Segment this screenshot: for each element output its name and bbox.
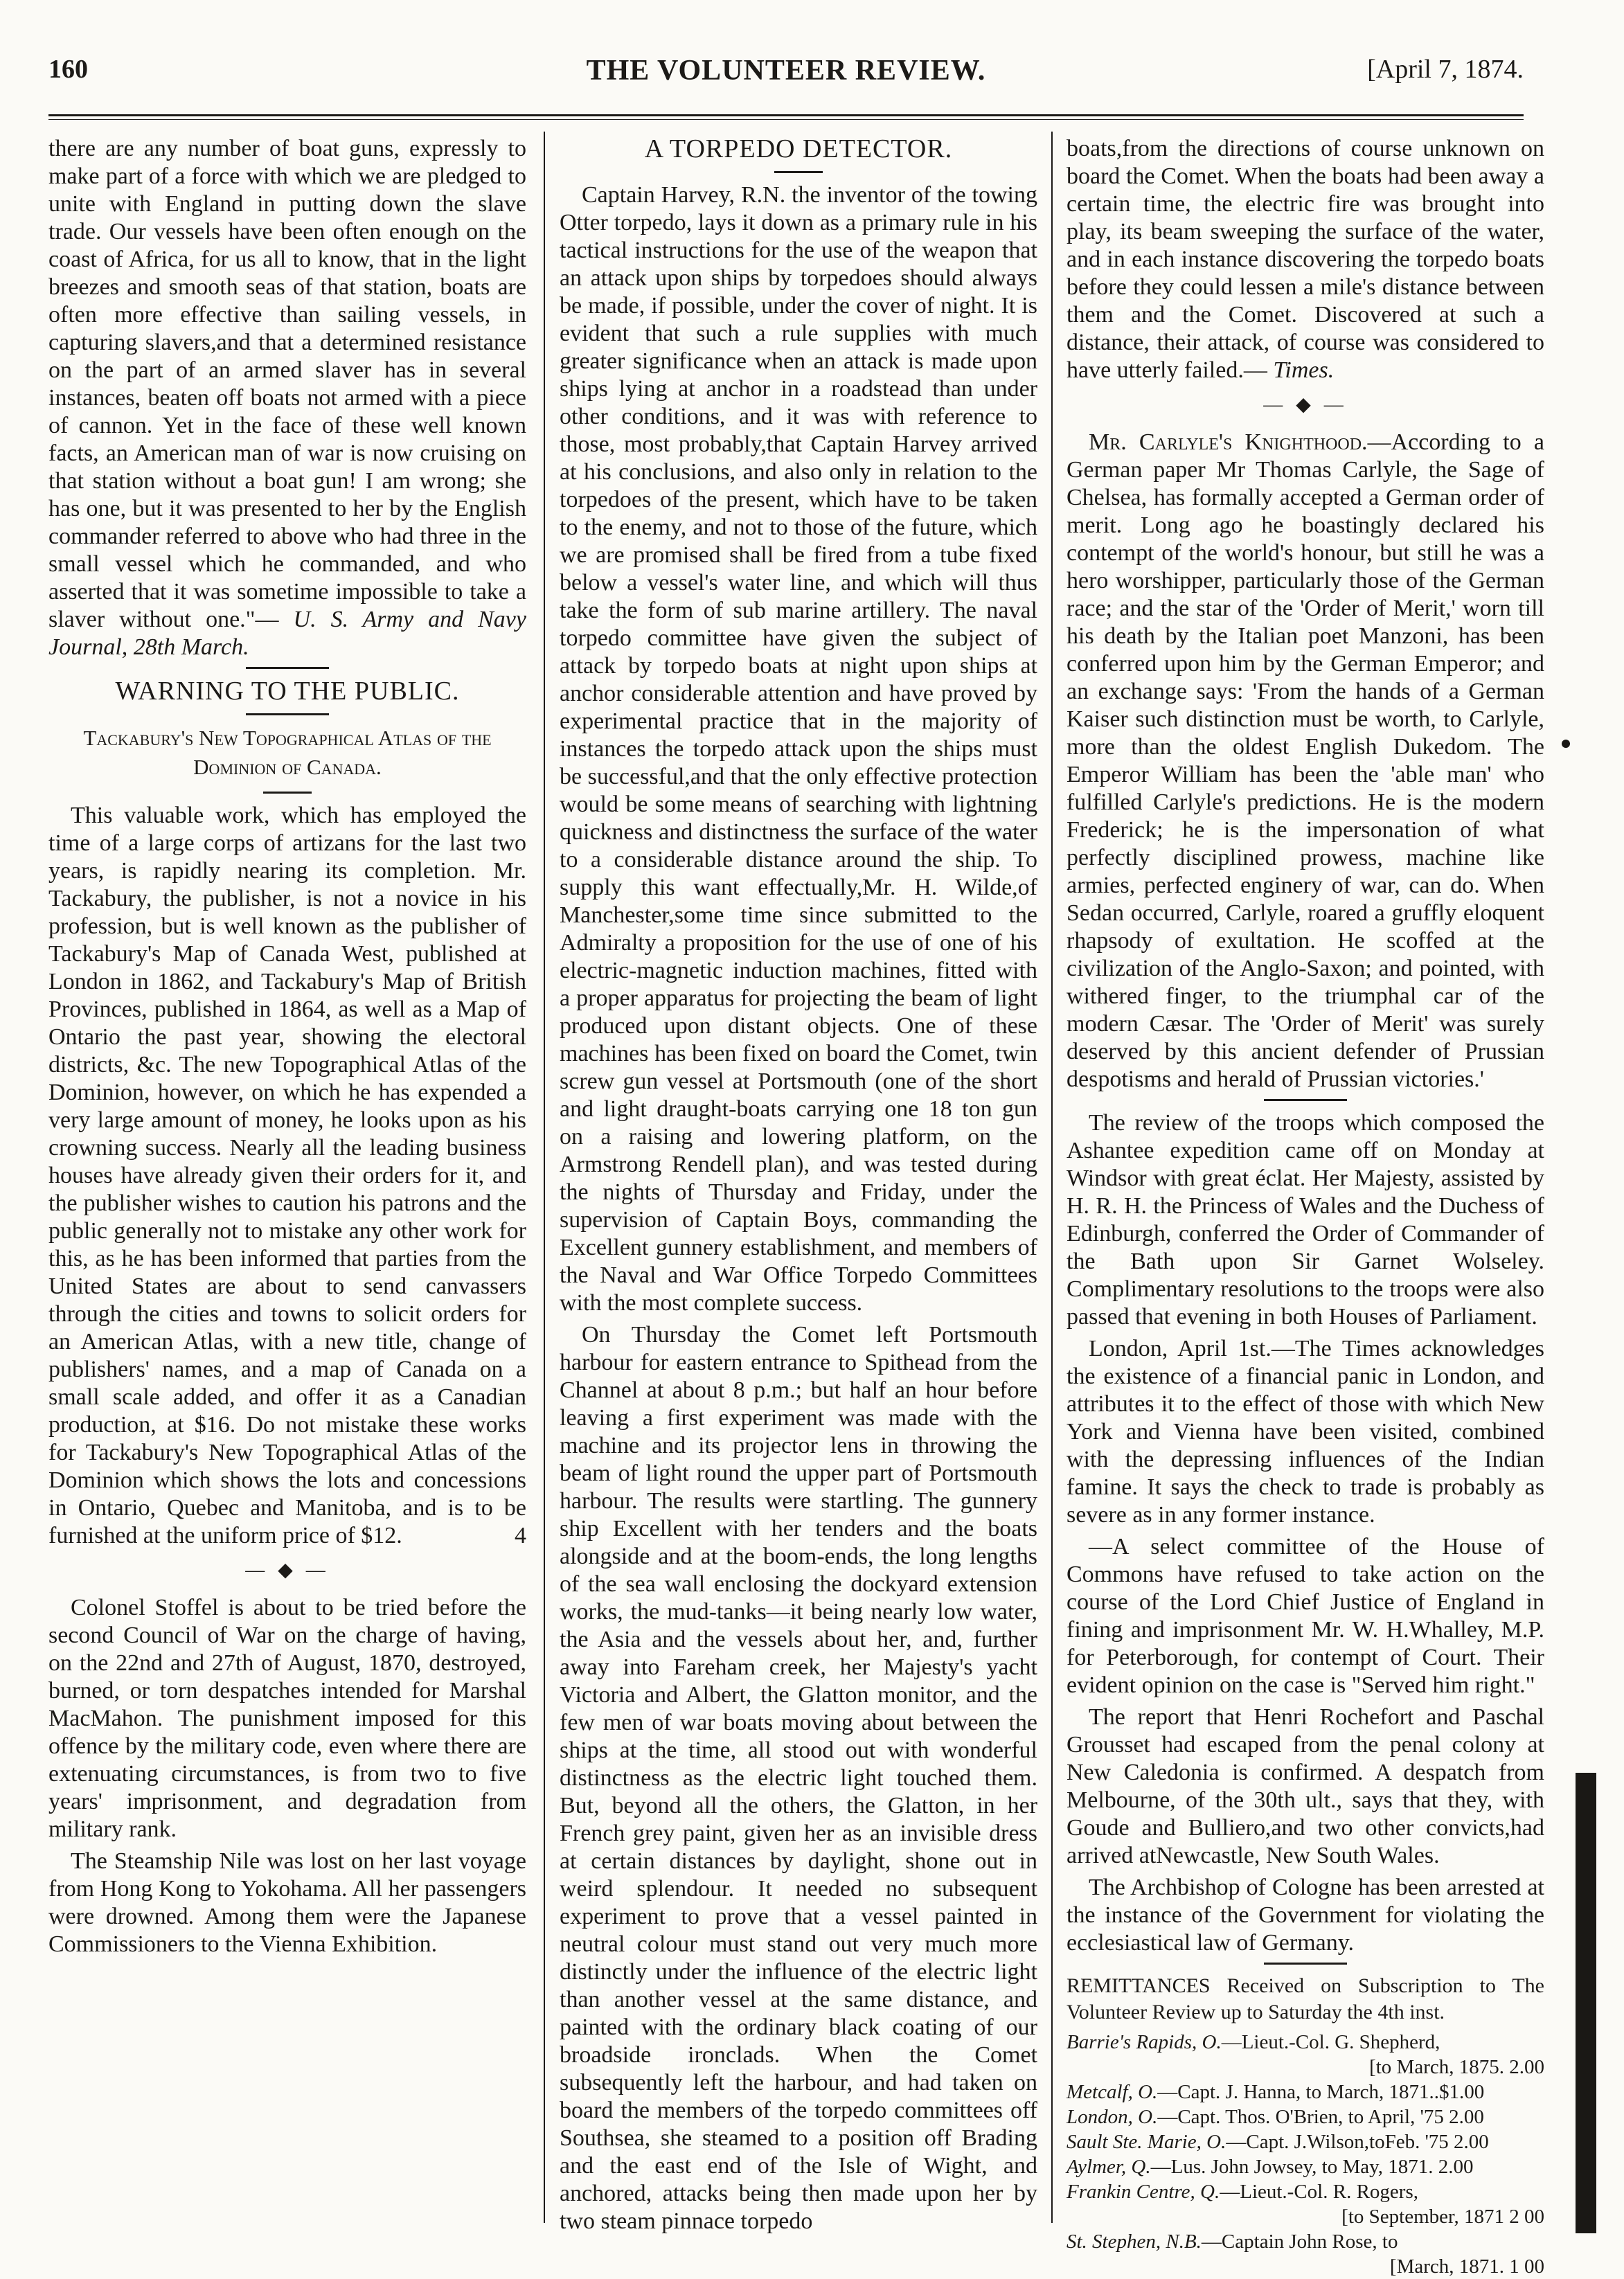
warning-marker: 4 xyxy=(515,1523,526,1548)
warning-subheadline: Tackabury's New Topographical Atlas of the Dominion of Canada. xyxy=(83,726,492,779)
remittance-detail: —Capt. J. Hanna, to March, 1871..$1.00 xyxy=(1157,2081,1485,2103)
remittances-list xyxy=(1067,2030,1544,2279)
cologne-paragraph: The Archbishop of Cologne has been arrested at the instance of the Government for violating the ecclesiastical law of Germany. xyxy=(1067,1875,1544,1956)
remittance-detail: —Capt. Thos. O'Brien, to April, '75 2.00 xyxy=(1157,2106,1484,2128)
nile-paragraph: The Steamship Nile was lost on her last voyage from Hong Kong to Yokohama. All her passengers were drowned. Among them were the Japanese Commissioners to the Vienna Exhibition. xyxy=(48,1848,526,1957)
remittance-detail: —Lus. John Jowsey, to May, 1871. 2.00 xyxy=(1150,2156,1474,2178)
remittance-place: St. Stephen, N.B. xyxy=(1067,2231,1202,2253)
remittance-amount: [March, 1871. 1 00 xyxy=(1389,2255,1544,2278)
torpedo-paragraph-1: Captain Harvey, R.N. the inventor of the towing Otter torpedo, lays it down as a primary rule in his tactical instructions for the use of the weapon that an attack upon ships by torpedoes should always be made, if possible, under the cover of night. It is evident that such a rule supplies with much greater significance when an attack is made upon ships lying at anchor in a roadstead than under other conditions, and it was with reference to those, most probably,that Captain Harvey arrived at his conclusions, and also only in relation to the torpedoes of the present, which have to be taken to the enemy, and not to those of the future, which we are promised shall be fired from a tube fixed below a vessel's water line, and which will thus take the form of sub marine artillery. The naval torpedo committee have given the subject of attack by torpedo boats at night upon ships at anchor considerable attention and have proved by experimental practice that in the majority of instances the torpedo attack upon the ships must be successful,and that the only effective protection would be some means of searching with lightning quickness and distinctness the surface of the water to a considerable distance around the ship. To supply this want effectually,Mr. H. Wilde,of Manchester,some time since submitted to the Admiralty a proposition for the use of one of his electric-magnetic induction machines, fitted with a proper apparatus for projecting the beam of light produced upon distant objects. One of these machines has been fixed on board the Comet, twin screw gun vessel at Portsmouth (one of the short and light draught-boats carrying one 18 ton gun on a raising and lowering platform, on the Armstrong Rendell plan), and was tested during the nights of Thursday and Friday, under the supervision of Captain Boys, commanding the Excellent gunnery establishment, and members of the Naval and War Office Torpedo Committees with the most complete success. xyxy=(560,182,1037,1316)
section-rule xyxy=(1264,1099,1347,1101)
remittance-place: London, O. xyxy=(1067,2106,1158,2128)
remittance-entry xyxy=(1067,2229,1544,2279)
rochefort-paragraph: The report that Henri Rochefort and Paschal Grousset had escaped from the penal colony at New Caledonia is confirmed. A despatch from Melbourne, of the 30th ult., says that they, with Goude and Bulliero,and two other convicts,had arrived atNewcastle, New South Wales. xyxy=(1067,1704,1544,1868)
remittance-entry xyxy=(1067,2080,1544,2104)
column-divider xyxy=(1051,132,1053,2223)
issue-date: [April 7, 1874. xyxy=(1367,55,1524,84)
warning-body xyxy=(48,802,526,1550)
remittance-place: Barrie's Rapids, O. xyxy=(1067,2031,1222,2053)
masthead-rule-thin xyxy=(48,119,1524,120)
headline-rule xyxy=(246,713,329,715)
remittance-entry xyxy=(1067,2129,1544,2154)
carlyle-text: —According to a German paper Mr Thomas Carlyle, the Sage of Chelsea, has formally accepted a German order of merit. Long ago he boastingly declared his contempt of the world's honour, but still he was a hero worshipper, particularly those of the German race; and the star of the 'Order of Merit,' worn till his death by the Italian poet Manzoni, has been conferred upon him by the German Emperor; and an exchange says: 'From the hands of a German Kaiser such distinction must be worth, to Carlyle, more than the oldest English Dukedom. The Emperor William has been the 'able man' who fulfilled Carlyle's predictions. He is the modern Frederick; he is the impersonation of what perfectly disciplined prowess, machine like armies, perfected enginery of war, can do. When Sedan occurred, Carlyle, roared a gruffly eloquent rhapsody of exultation. He scoffed at the civilization of the Anglo-Saxon; and pointed, with withered finger, to the triumphal car of the modern Cæsar. The 'Order of Merit' was surely deserved by this ancient defender of Prussian despotisms and herald of Prussian victories.' xyxy=(1067,429,1544,1092)
remittances-heading: REMITTANCES Received on Subscription to The Volunteer Review up to Saturday the 4th inst. xyxy=(1067,1974,1544,2023)
article-source: U. S. Army and Navy Journal, 28th March. xyxy=(48,607,526,660)
warning-headline: WARNING TO THE PUBLIC. xyxy=(115,677,460,706)
section-rule xyxy=(246,667,329,669)
torpedo-continuation xyxy=(1067,135,1544,384)
subheadline-rule xyxy=(263,792,312,794)
remittance-entry xyxy=(1067,2030,1544,2080)
column-1 xyxy=(48,135,526,2219)
remittance-place: Frankin Centre, Q. xyxy=(1067,2181,1220,2203)
committee-paragraph: —A select committee of the House of Commons have refused to take action on the course of the Lord Chief Justice of England in fining and imprisonment Mr. W. H.Whalley, M.P. for Peterborough, for contempt of Court. Their evident opinion on the case is "Served him right." xyxy=(1067,1534,1544,1698)
remittance-amount: [to September, 1871 2 00 xyxy=(1341,2206,1544,2228)
remittance-amount: [to March, 1875. 2.00 xyxy=(1369,2056,1544,2078)
scan-edge-bar xyxy=(1576,1773,1596,2233)
remittance-entry xyxy=(1067,2179,1544,2229)
remittance-entry xyxy=(1067,2104,1544,2129)
column-2 xyxy=(560,134,1037,2234)
remittance-detail: —Captain John Rose, to xyxy=(1201,2231,1398,2253)
torpedo-headline: A TORPEDO DETECTOR. xyxy=(644,134,953,163)
london-paragraph: London, April 1st.—The Times acknowledges the existence of a financial panic in London, and attributes it to the effect of those with which New York and Vienna have been visited, combined with the depressing influences of the Indian famine. It says the check to trade is probably as severe as in any former instance. xyxy=(1067,1336,1544,1528)
section-rule xyxy=(1264,1963,1347,1965)
remittance-place: Sault Ste. Marie, O. xyxy=(1067,2131,1226,2153)
remittance-entry xyxy=(1067,2154,1544,2179)
article-text: there are any number of boat guns, expressly to make part of a force with which we are pledged to unite with England in putting down the slave trade. Our vessels have been often enough on the coast of Africa, for us all to know, that in the light breezes and smooth seas of that station, boats are often more effective than sailing vessels, in capturing slavers,and that a determined resistance on the part of an armed slaver has in several instances, beaten off boats not armed with a piece of cannon. Yet in the face of these well known facts, an American man of war is now cruising on that station without a boat gun! I am wrong; she has one, but it was presented to her by the English commander referred to above who had three in the small vessel which he commanded, and who asserted that it was sometime impossible to take a slaver without one."— xyxy=(48,136,526,632)
warning-text: This valuable work, which has employed the time of a large corps of artizans for the last two years, is rapidly nearing its completion. Mr. Tackabury, the publisher, is not a novice in his profession, but is well known as the publisher of Tackabury's Map of Canada West, published at London in 1862, and Tackabury's Map of British Provinces, published in 1864, as well as a Map of Ontario the past year, showing the electoral districts, &c. The new Topographical Atlas of the Dominion, however, on which he has expended a very large amount of money, he looks upon as his crowning success. Nearly all the leading business houses have already given their orders for it, and the publisher wishes to caution his patrons and the public generally not to mistake any other work for this, as he has been informed that parties from the United States are about to send canvassers through the cities and towns to solicit orders for an American Atlas, with a new title, change of publishers' names, and a map of Canada on a small scale added, and offer it as a Canadian production, at $16. Do not mistake these works for Tackabury's New Topographical Atlas of the Dominion which shows the lots and concessions in Ontario, Quebec and Manitoba, and is to be furnished at the uniform price of $12. xyxy=(48,803,526,1548)
ornament-divider: — ◆ — xyxy=(1263,394,1348,415)
remittance-detail: —Lieut.-Col. R. Rogers, xyxy=(1220,2181,1418,2203)
stoffel-paragraph: Colonel Stoffel is about to be tried before the second Council of War on the charge of having, on the 22nd and 27th of August, 1870, destroyed, burned, or torn despatches intended for Marshal MacMahon. The punishment imposed for this offence by the military code, even where there are extenuating circumstances, is from two to five years' imprisonment, and degradation from military rank. xyxy=(48,1595,526,1842)
page-number: 160 xyxy=(48,55,88,84)
ink-blot xyxy=(1562,740,1570,748)
ornament-divider: — ◆ — xyxy=(245,1559,330,1581)
carlyle-paragraph xyxy=(1067,429,1544,1093)
torpedo-source: Times. xyxy=(1273,357,1335,383)
article-continuation xyxy=(48,135,526,661)
masthead xyxy=(48,48,1524,108)
carlyle-lead: Mr. Carlyle's Knighthood. xyxy=(1089,429,1368,455)
column-3 xyxy=(1067,135,1544,2278)
remittance-detail: —Lieut.-Col. G. Shepherd, xyxy=(1221,2031,1440,2053)
column-divider xyxy=(544,132,545,2223)
remittance-place: Aylmer, Q. xyxy=(1067,2156,1151,2178)
torpedo-text: boats,from the directions of course unknown on board the Comet. When the boats had been away a certain time, the electric fire was brought into play, its beam sweeping the surface of the water, and in each instance discovering the torpedo boats before they could lessen a mile's distance between them and the Comet. Discovered at such a distance, their attack, of course was considered to have utterly failed.— xyxy=(1067,136,1544,383)
torpedo-paragraph-2: On Thursday the Comet left Portsmouth harbour for eastern entrance to Spithead from the Channel at about 8 p.m.; but half an hour before leaving a first experiment was made with the machine and its projector lens in throwing the beam of light round the upper part of Portsmouth harbour. The results were startling. The gunnery ship Excellent with her tenders and the boats alongside and at the boom-ends, the long lengths of the sea wall enclosing the dockyard extension works, the mud-tanks—it being nearly low water, the Asia and the vessels about her, and, further away into Fareham creek, her Majesty's yacht Victoria and Albert, the Glatton monitor, and the few men of war boats moving about between the ships at the time, all stood out with wonderful distinctness as the electric light touched them. But, beyond all the others, the Glatton, in her French grey paint, given her as an invisible dress at certain distances by daylight, shone out in weird splendour. It needed no subsequent experiment to prove that a vessel painted in neutral colour must stand out very much more distinctly under the influence of the electric light than another vessel at the same distance, and painted with the ordinary black coating of our broadside ironclads. When the Comet subsequently left the harbour, and had taken on board the members of the torpedo committees off Southsea, she steamed to a position off Brading and the east end of the Isle of Wight, and anchored, attacks being then made upon her by two steam pinnace torpedo xyxy=(560,1322,1037,2234)
newspaper-title: THE VOLUNTEER REVIEW. xyxy=(586,55,986,87)
remittance-detail: —Capt. J.Wilson,toFeb. '75 2.00 xyxy=(1226,2131,1489,2153)
masthead-rule xyxy=(48,114,1524,116)
review-paragraph: The review of the troops which composed the Ashantee expedition came off on Monday at Windsor with great éclat. Her Majesty, assisted by H. R. H. the Princess of Wales and the Duchess of Edinburgh, conferred the Order of Commander of the Bath upon Sir Garnet Wolseley. Complimentary resolutions to the troops were also passed that evening in both Houses of Parliament. xyxy=(1067,1110,1544,1330)
remittance-place: Metcalf, O. xyxy=(1067,2081,1158,2103)
headline-rule xyxy=(774,171,823,173)
